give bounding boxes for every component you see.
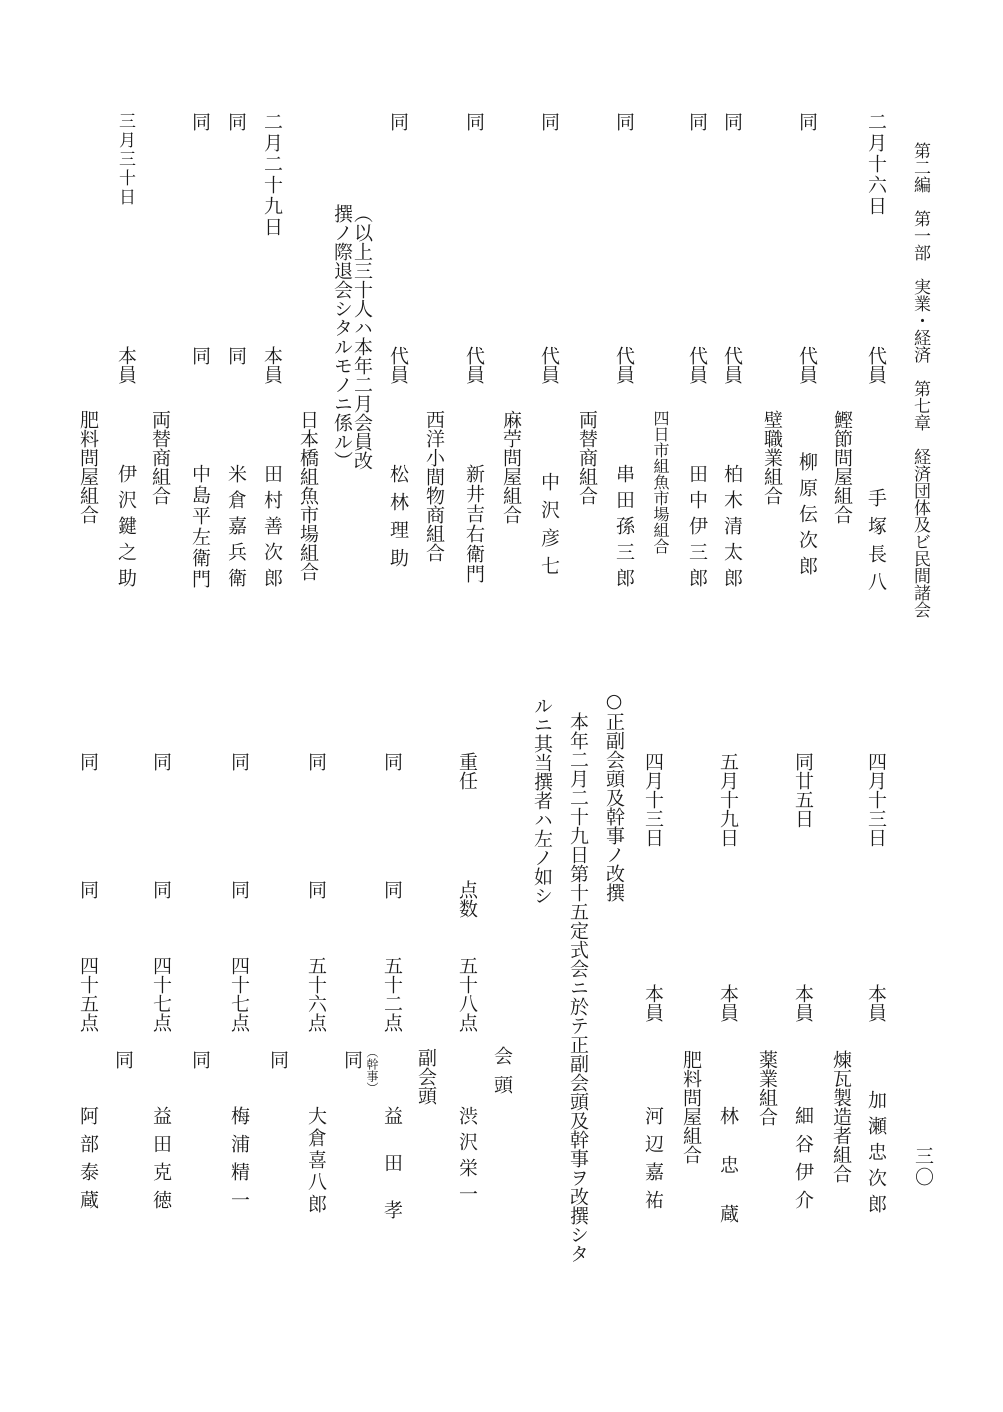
- section-title: ○正副会頭及幹事ノ改撰: [603, 690, 625, 902]
- elected-name: 阿部泰蔵: [77, 1106, 99, 1218]
- entry-role: 代員: [721, 346, 743, 384]
- entry-name: 新井吉右衛門: [463, 464, 485, 584]
- note-line: 撰ノ際退会シタルモノニ係ル）: [331, 204, 353, 470]
- entry-name: 伊沢鍵之助: [115, 464, 137, 594]
- vote-points: 四十五点: [77, 956, 99, 1032]
- entry-name: 田村善次郎: [261, 464, 283, 594]
- entry-date: 同廿五日: [792, 752, 814, 828]
- entry-role: 本員: [642, 984, 664, 1022]
- entry-role: 代員: [387, 346, 409, 384]
- position-title: 同: [267, 1050, 289, 1069]
- entry-name: 手塚長八: [865, 488, 887, 600]
- entry-role: 代員: [865, 346, 887, 384]
- entry-role: 本員: [115, 346, 137, 384]
- entry-role: 代員: [613, 346, 635, 384]
- entry-role: 代員: [686, 346, 708, 384]
- position-title: 会頭: [491, 1046, 513, 1104]
- entry-role: 本員: [792, 984, 814, 1022]
- entry-organization: 両替商組合: [149, 410, 171, 505]
- points-label: 点数: [456, 880, 478, 918]
- vote-points: 四十七点: [228, 956, 250, 1032]
- entry-name: 松林理助: [387, 464, 409, 576]
- elected-name: 大倉喜八郎: [305, 1106, 327, 1216]
- entry-date: 三月三十日: [115, 112, 135, 207]
- entry-date: 同: [463, 112, 485, 131]
- entry-role: 代員: [463, 346, 485, 384]
- entry-organization: 四日市組魚市場組合: [651, 410, 670, 554]
- term-status: 同: [150, 752, 172, 771]
- entry-date: 同: [538, 112, 560, 131]
- page-number: 三〇: [912, 1146, 934, 1188]
- vote-points: 五十六点: [305, 956, 327, 1032]
- entry-role: 代員: [538, 346, 560, 384]
- entry-date: 同: [613, 112, 635, 131]
- points-label: 同: [150, 880, 172, 899]
- entry-date: 同: [225, 112, 247, 131]
- entry-name: 中沢彦七: [538, 472, 560, 584]
- body-text: ルニ其当撰者ハ左ノ如シ: [531, 696, 553, 905]
- body-text: 本年二月二十九日第十五定式会ニ於テ正副会頭及幹事ヲ改撰シタ: [567, 712, 589, 1263]
- running-title: 第二編 第一部 実業・経済 第七章 経済団体及ビ民間諸会: [910, 142, 930, 618]
- entry-date: 同: [686, 112, 708, 131]
- entry-name: 米倉嘉兵衛: [225, 464, 247, 594]
- entry-organization: 日本橋組魚市場組合: [297, 410, 319, 581]
- entry-name: 柳原伝次郎: [796, 452, 818, 582]
- entry-name: 加瀬忠次郎: [865, 1090, 887, 1220]
- entry-date: 四月十三日: [642, 752, 664, 847]
- entry-organization: 壁職業組合: [761, 410, 783, 505]
- entry-role: 同: [189, 346, 211, 365]
- position-title: 同: [189, 1050, 211, 1069]
- entry-role: 代員: [796, 346, 818, 384]
- entry-organization: 肥料問屋組合: [680, 1050, 702, 1164]
- entry-name: 柏木清太郎: [721, 464, 743, 594]
- vote-points: 四十七点: [150, 956, 172, 1032]
- position-note: （幹事）: [365, 1046, 379, 1094]
- points-label: 同: [381, 880, 403, 899]
- entry-name: 中島平左衛門: [189, 464, 211, 590]
- entry-organization: 肥料問屋組合: [77, 410, 99, 524]
- entry-date: 五月十九日: [717, 752, 739, 847]
- elected-name: 益田孝: [381, 1106, 403, 1247]
- elected-name: 益田克徳: [150, 1106, 172, 1218]
- elected-name: 渋沢栄一: [456, 1106, 478, 1210]
- entry-date: 二月二十九日: [261, 112, 283, 238]
- entry-organization: 薬業組合: [756, 1050, 778, 1126]
- entry-date: 同: [796, 112, 818, 131]
- entry-organization: 両替商組合: [576, 410, 598, 505]
- vote-points: 五十二点: [381, 956, 403, 1032]
- position-title: 同: [341, 1050, 363, 1069]
- entry-date: 同: [189, 112, 211, 131]
- entry-date: 同: [387, 112, 409, 131]
- term-status: 同: [305, 752, 327, 771]
- entry-role: 本員: [717, 984, 739, 1022]
- entry-organization: 煉瓦製造者組合: [830, 1050, 852, 1183]
- position-title: 同: [112, 1050, 134, 1069]
- entry-name: 田中伊三郎: [686, 464, 708, 594]
- entry-role: 本員: [261, 346, 283, 384]
- entry-date: 二月十六日: [865, 112, 887, 217]
- entry-name: 林忠蔵: [717, 1106, 739, 1253]
- entry-name: 河辺嘉祐: [642, 1106, 664, 1218]
- term-status: 同: [228, 752, 250, 771]
- term-status: 同: [381, 752, 403, 771]
- position-title: 副会頭: [415, 1048, 437, 1105]
- entry-organization: 西洋小間物商組合: [423, 410, 445, 562]
- entry-date: 同: [721, 112, 743, 131]
- term-status: 同: [77, 752, 99, 771]
- points-label: 同: [305, 880, 327, 899]
- entry-role: 同: [225, 346, 247, 365]
- vote-points: 五十八点: [456, 956, 478, 1032]
- entry-organization: 麻苧問屋組合: [500, 410, 522, 524]
- entry-date: 四月十三日: [865, 752, 887, 847]
- points-label: 同: [228, 880, 250, 899]
- entry-name: 串田孫三郎: [613, 464, 635, 594]
- entry-organization: 鰹節問屋組合: [831, 410, 853, 524]
- elected-name: 梅浦精一: [228, 1106, 250, 1218]
- entry-name: 細谷伊介: [792, 1106, 814, 1218]
- note-line: （以上三十人ハ本年二月会員改: [351, 204, 373, 470]
- entry-role: 本員: [865, 984, 887, 1022]
- points-label: 同: [77, 880, 99, 899]
- term-status: 重任: [456, 752, 478, 790]
